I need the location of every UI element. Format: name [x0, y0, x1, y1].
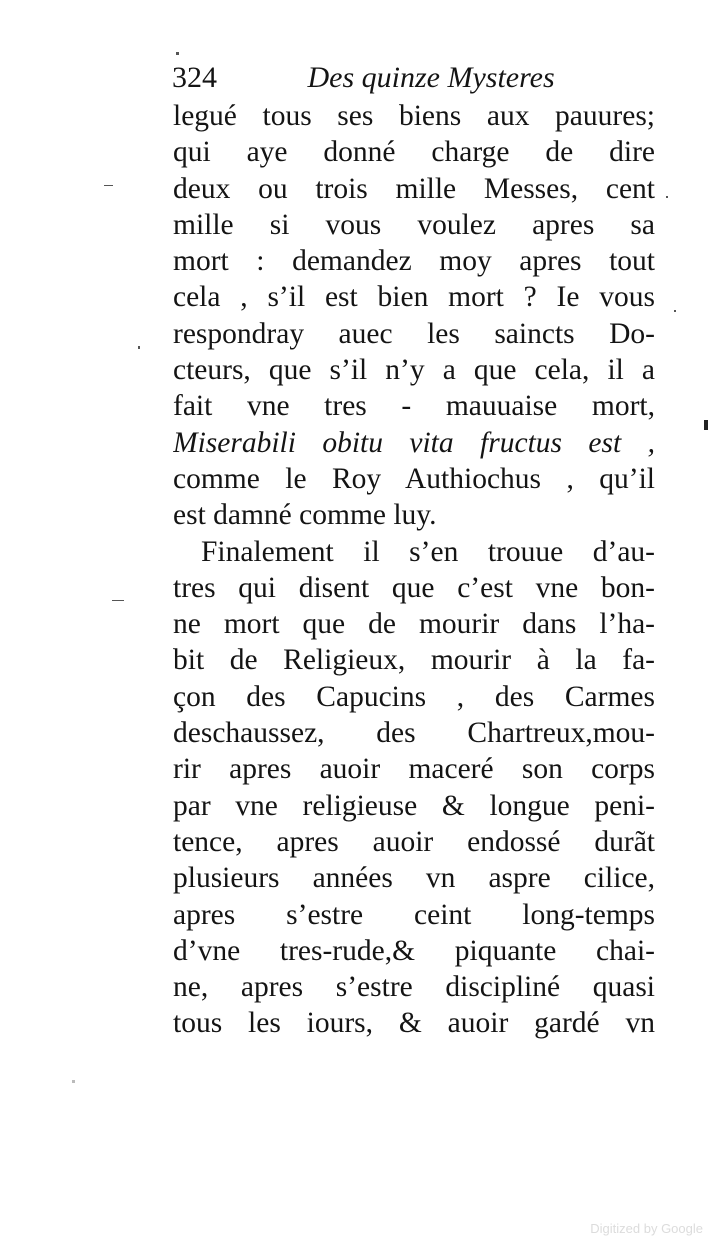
text-line: bit de Religieux, mourir à la fa-	[173, 644, 655, 677]
text-line: tres qui disent que c’est vne bon-	[173, 571, 655, 604]
text-line: comme le Roy Authiochus , qu’il	[173, 462, 655, 495]
scan-speck	[176, 52, 179, 55]
text-line: legué tous ses biens aux pauures;	[173, 100, 655, 132]
text-line: d’vne tres-rude,& piquante chai-	[173, 934, 655, 967]
latin-quotation-line: Miserabili obitu vita fructus est ,	[173, 426, 655, 459]
text-line: mille si vous voulez apres sa	[173, 208, 655, 241]
scan-speck	[666, 196, 668, 198]
scan-speck	[674, 310, 676, 312]
text-line: tous les iours, & auoir gardé vn	[173, 1007, 655, 1040]
text-line: par vne religieuse & longue peni-	[173, 789, 655, 822]
text-line: fait vne tres - mauuaise mort,	[173, 390, 655, 423]
text-line: ne mort que de mourir dans l’ha-	[173, 608, 655, 641]
scan-speck	[104, 185, 113, 186]
text-line: deux ou trois mille Messes, cent	[173, 172, 655, 205]
text-line: deschaussez, des Chartreux,mou-	[173, 717, 655, 750]
scan-speck	[72, 1080, 75, 1083]
paragraph-start-line: Finalement il s’en trouue d’au-	[201, 535, 655, 568]
scan-speck	[138, 346, 140, 349]
text-line: qui aye donné charge de dire	[173, 136, 655, 169]
text-line: ne, apres s’estre discipliné quasi	[173, 971, 655, 1004]
page-number: 324	[172, 61, 217, 94]
digitization-watermark: Digitized by Google	[590, 1221, 703, 1236]
text-line: respondray auec les saincts Do-	[173, 317, 655, 350]
text-line: apres s’estre ceint long-temps	[173, 898, 655, 931]
running-head	[172, 58, 652, 98]
text-line: rir apres auoir maceré son corps	[173, 753, 655, 786]
text-line: plusieurs années vn aspre cilice,	[173, 862, 655, 895]
text-line: tence, apres auoir endossé durãt	[173, 825, 655, 858]
scan-speck	[112, 600, 124, 601]
body-text	[173, 98, 655, 1042]
text-line: mort : demandez moy apres tout	[173, 245, 655, 278]
scan-speck	[704, 420, 708, 430]
text-line: cteurs, que s’il n’y a que cela, il a	[173, 354, 655, 387]
paragraph-end-line: est damné comme luy.	[173, 499, 437, 532]
text-line: çon des Capucins , des Carmes	[173, 680, 655, 713]
running-title: Des quinze Mysteres	[307, 61, 555, 94]
text-line: cela , s’il est bien mort ? Ie vous	[173, 281, 655, 314]
